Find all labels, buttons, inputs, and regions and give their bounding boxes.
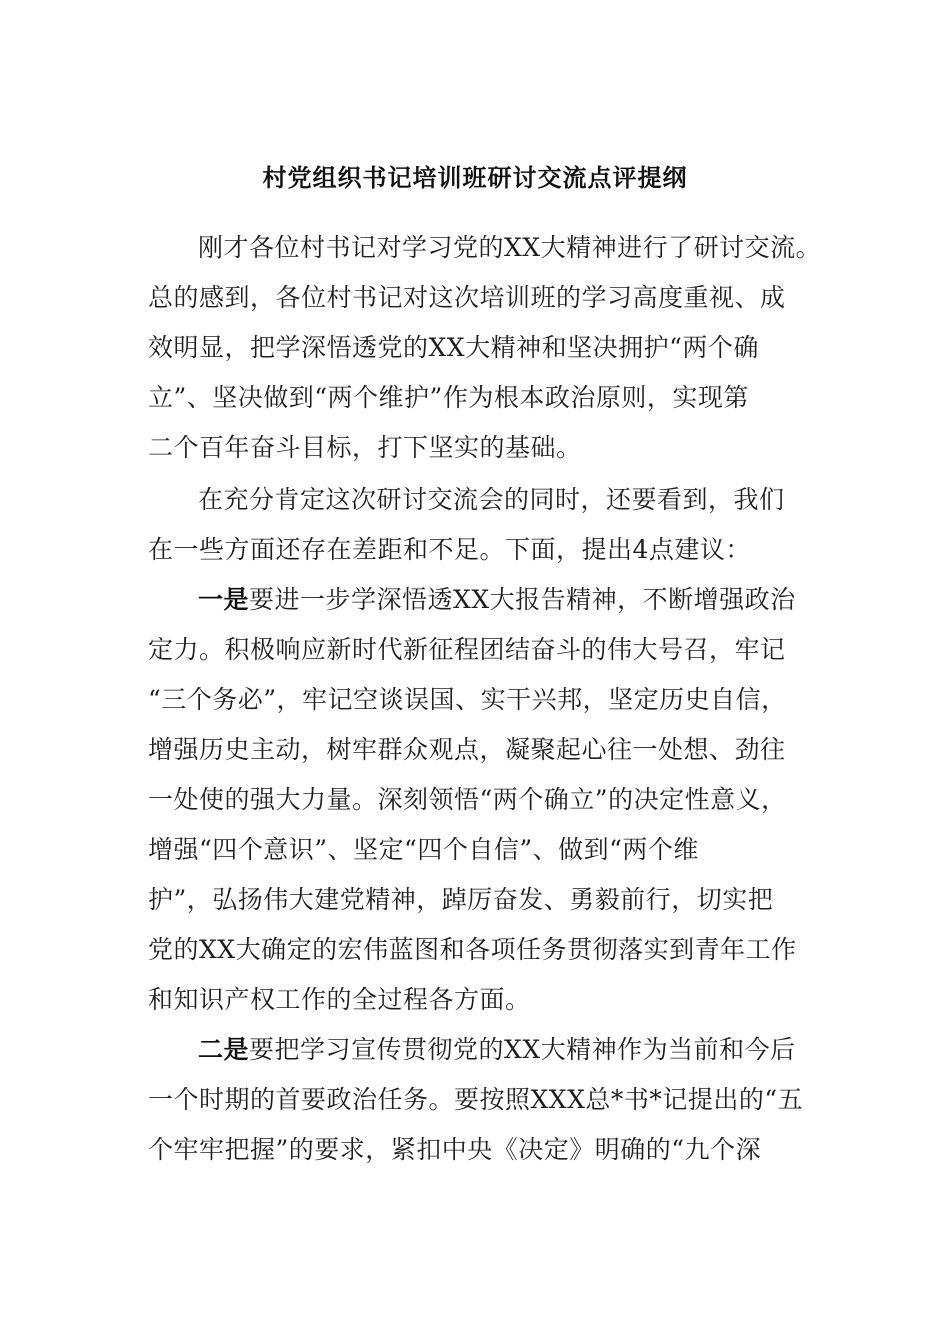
line-text: 个牢牢把握”的要求，紧扣中央《决定》明确的“九个深 [148,1135,762,1164]
paragraph-line [148,280,808,316]
line-text: 和知识产权工作的全过程各方面。 [148,985,531,1014]
line-text: 要进一步学深悟透XX大报告精神，不断增强政治 [249,585,796,614]
line-text: “三个务必”，牢记空谈误国、实干兴邦，坚定历史自信， [148,685,787,714]
line-text: 在一些方面还存在差距和不足。下面，提出4点建议： [148,535,751,564]
line-text: 总的感到，各位村书记对这次培训班的学习高度重视、成 [148,283,786,312]
paragraph-line [148,380,808,416]
paragraph-line [198,1032,858,1068]
paragraph-line [198,482,858,518]
document-title: 村党组织书记培训班研讨交流点评提纲 [262,163,688,192]
paragraph-line [148,682,808,718]
paragraph-line [148,632,808,668]
line-text: 护”，弘扬伟大建党精神，踔厉奋发、勇毅前行，切实把 [148,885,774,914]
line-text: 党的XX大确定的宏伟蓝图和各项任务贯彻落实到青年工作 [148,935,797,964]
paragraph-line [148,832,808,868]
line-text: 增强历史主动，树牢群众观点，凝聚起心往一处想、劲往 [148,735,786,764]
paragraph-line [148,330,808,366]
line-text: 一个时期的首要政治任务。要按照XXX总*书*记提出的“五 [148,1085,804,1114]
line-text: 在充分肯定这次研讨交流会的同时，还要看到，我们 [198,485,785,514]
line-text: 一处使的强大力量。深刻领悟“两个确立”的决定性意义， [148,785,787,814]
paragraph-line [148,932,808,968]
line-text: 立”、坚决做到“两个维护”作为根本政治原则，实现第 [148,383,749,412]
line-text: 增强“四个意识”、坚定“四个自信”、做到“两个维 [148,835,699,864]
line-text: 要把学习宣传贯彻党的XX大精神作为当前和今后 [249,1035,796,1064]
paragraph-line [148,1082,808,1118]
paragraph-line [198,230,858,266]
paragraph-line [148,882,808,918]
paragraph-line [198,582,858,618]
line-text: 二个百年奋斗目标，打下坚实的基础。 [148,433,582,462]
line-text: 刚才各位村书记对学习党的XX大精神进行了研讨交流。 [198,233,822,262]
line-text: 效明显，把学深悟透党的XX大精神和坚决拥护“两个确 [148,333,759,362]
point-lead-first: 一是 [198,585,250,614]
paragraph-line [148,430,808,466]
line-text: 定力。积极响应新时代新征程团结奋斗的伟大号召，牢记 [148,635,786,664]
point-lead-second: 二是 [198,1035,250,1064]
paragraph-line [148,982,808,1018]
paragraph-line [148,782,808,818]
paragraph-line [148,1132,808,1168]
paragraph-line [148,732,808,768]
paragraph-line [148,532,808,568]
